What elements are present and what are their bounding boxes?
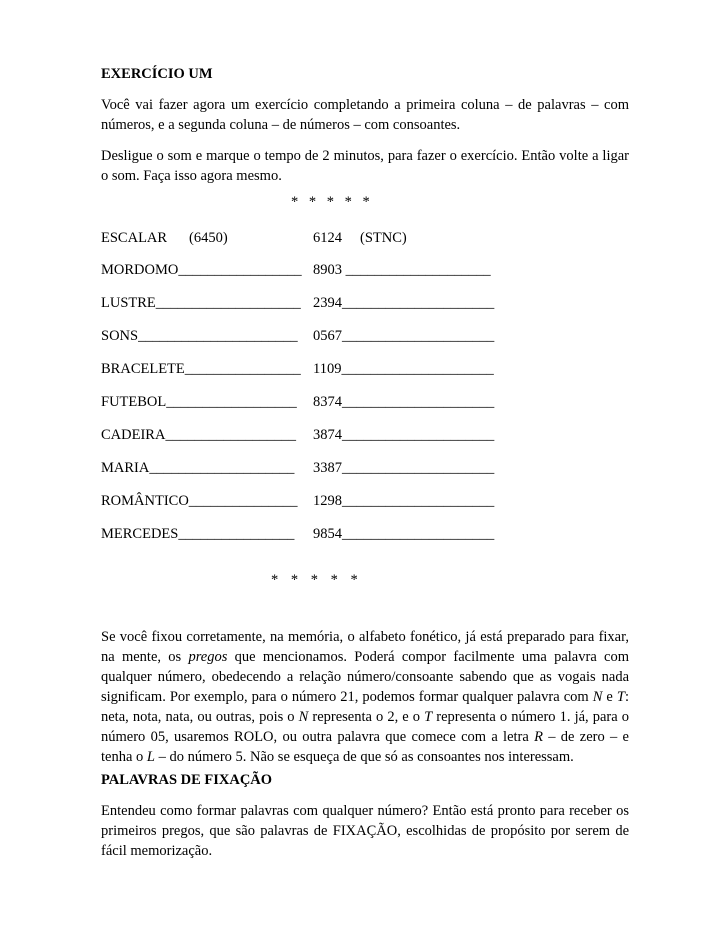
emphasis-text: N <box>592 689 603 705</box>
word-blank[interactable]: CADEIRA__________________ <box>101 427 296 443</box>
explanation-paragraph <box>101 627 629 767</box>
exercise-row <box>101 493 661 513</box>
paragraph-text: : neta, nota, nata, ou outras, pois o <box>101 689 630 725</box>
exercise-row <box>101 394 661 414</box>
exercise-row <box>101 328 661 348</box>
word-blank[interactable]: BRACELETE________________ <box>101 361 301 377</box>
number-blank[interactable]: 3874_____________________ <box>313 427 495 443</box>
exercise-row <box>101 427 661 447</box>
word-blank[interactable]: MORDOMO_________________ <box>101 262 302 278</box>
emphasis-text: T <box>424 709 433 725</box>
exercise-row <box>101 526 661 546</box>
closing-paragraph: Entendeu como formar palavras com qualquer número? Então está pronto para receber os primeiros pregos, que são palavras de FIXAÇÃO, escolhidas de propósito por serem de fácil memorização. <box>101 803 629 859</box>
number-blank[interactable]: 0567_____________________ <box>313 328 495 344</box>
emphasis-text: T <box>616 689 625 705</box>
example-row <box>101 230 661 250</box>
exercise-row <box>101 262 661 282</box>
emphasis-text: L <box>146 749 155 765</box>
example-word-code: (6450) <box>189 230 228 246</box>
page-title: EXERCÍCIO UM <box>101 66 213 82</box>
word-blank[interactable]: MARIA____________________ <box>101 460 295 476</box>
exercise-row <box>101 295 661 315</box>
number-blank[interactable]: 8903 ____________________ <box>313 262 491 278</box>
paragraph-text: representa o número 1. já, para o número 05, usaremos ROLO, ou outra palavra que comece com a letra <box>101 709 630 745</box>
section-title: PALAVRAS DE FIXAÇÃO <box>101 772 273 788</box>
emphasis-text: N <box>298 709 309 725</box>
number-blank[interactable]: 2394_____________________ <box>313 295 495 311</box>
number-blank[interactable]: 9854_____________________ <box>313 526 495 542</box>
separator-top: * * * * * <box>291 194 370 210</box>
exercise-row <box>101 361 661 381</box>
example-word: ESCALAR <box>101 230 168 246</box>
emphasis-text: pregos <box>188 649 228 665</box>
example-number-code: (STNC) <box>360 230 407 246</box>
number-blank[interactable]: 1298_____________________ <box>313 493 495 509</box>
word-blank[interactable]: MERCEDES________________ <box>101 526 295 542</box>
word-blank[interactable]: SONS______________________ <box>101 328 298 344</box>
number-blank[interactable]: 1109_____________________ <box>313 361 494 377</box>
separator-bottom: * * * * * <box>271 572 358 588</box>
paragraph-text: – de zero – e tenha o <box>101 729 629 765</box>
paragraph-text: Se você fixou corretamente, na memória, o alfabeto fonético, já está preparado para fixar, na mente, os <box>101 629 629 665</box>
paragraph-text: – do número 5. Não se esqueça de que só as consoantes nos interessam. <box>154 749 574 765</box>
paragraph-text: que mencionamos. Poderá compor facilmente uma palavra com qualquer número, obedecendo a relação número/consoante sabendo que as vogais nada significam. Por exemplo, para o número 21, podemos formar qualquer palavra com <box>101 649 629 705</box>
word-blank[interactable]: LUSTRE____________________ <box>101 295 301 311</box>
exercise-row <box>101 460 661 480</box>
word-blank[interactable]: FUTEBOL__________________ <box>101 394 297 410</box>
example-number: 6124 <box>313 230 342 246</box>
number-blank[interactable]: 8374_____________________ <box>313 394 495 410</box>
paragraph-text: e <box>602 689 617 705</box>
word-blank[interactable]: ROMÂNTICO_______________ <box>101 493 298 509</box>
paragraph-text: representa o 2, e o <box>308 709 425 725</box>
number-blank[interactable]: 3387_____________________ <box>313 460 495 476</box>
intro-paragraph-1: Você vai fazer agora um exercício completando a primeira coluna – de palavras – com números, e a segunda coluna – de números – com consoantes. <box>101 97 629 133</box>
emphasis-text: R <box>534 729 543 745</box>
intro-paragraph-2: Desligue o som e marque o tempo de 2 minutos, para fazer o exercício. Então volte a ligar o som. Faça isso agora mesmo. <box>101 148 629 184</box>
